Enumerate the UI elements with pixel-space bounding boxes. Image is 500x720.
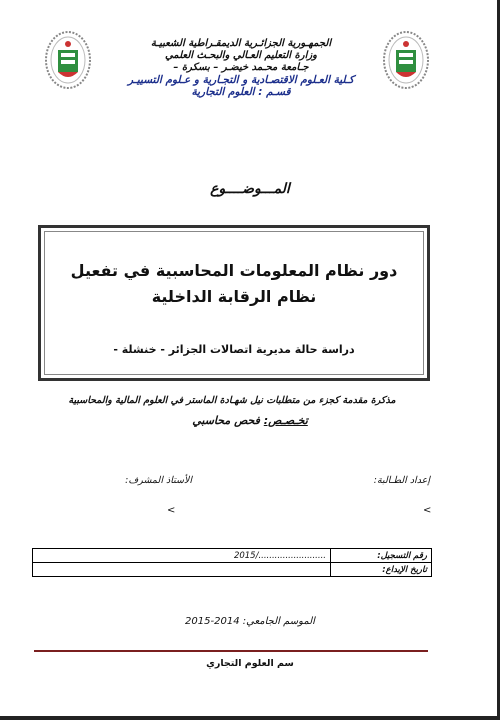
- faculty-name: كـلية العـلوم الاقتصـادية و التجـارية و عـلوم التسييـر: [127, 74, 354, 86]
- student-label: إعداد الطـالبة:: [373, 475, 430, 486]
- thesis-title-box: [38, 225, 430, 381]
- reg-number-label: رقم التسجيل:: [331, 549, 432, 563]
- registration-table: [32, 548, 432, 577]
- republic-name: الجمهـورية الجزائـرية الديمقـراطية الشعبيـة: [150, 38, 332, 49]
- memo-statement: مذكرة مقدمة كجزء من متطلبات نيل شهـادة الماستر في العلوم المالية والمحاسبية: [68, 395, 396, 406]
- specialization-value: فحص محاسبي: [192, 414, 260, 427]
- university-logo-right: [382, 30, 430, 90]
- academic-year: الموسم الجامعي: 2014-2015: [185, 616, 315, 627]
- footer-divider: [34, 650, 428, 652]
- table-row: [33, 549, 432, 563]
- thesis-title: دور نظام المعلومات المحاسبية في تفعيل نظام الرقابة الداخلية: [70, 261, 398, 306]
- deposit-date-label: تاريخ الإيداع:: [331, 563, 432, 577]
- supervisor-mark: <: [167, 505, 176, 516]
- institution-header: [110, 38, 372, 98]
- specialization: [120, 414, 380, 427]
- case-study: دراسة حالة مديرية اتصالات الجزائر - خنشلة -: [113, 343, 355, 356]
- ministry-name: وزارة التعليم العـالي والبحـث العلمي: [164, 50, 318, 61]
- table-row: [33, 563, 432, 577]
- reg-number-value: ........................./2015: [33, 549, 331, 563]
- footer-text: سم العلوم التجاري: [206, 658, 294, 669]
- university-name: جـامعة محـمد خيضـر – بسكرة –: [173, 62, 309, 73]
- deposit-date-value: [33, 563, 331, 577]
- subject-label: المـــوضــــوع: [210, 181, 290, 197]
- supervisor-label: الأستاذ المشرف:: [125, 475, 192, 486]
- specialization-label: تخـصـص:: [263, 414, 308, 427]
- university-logo-left: [44, 30, 92, 90]
- student-mark: <: [423, 505, 432, 516]
- page-frame-bottom: [0, 716, 500, 720]
- department-name: قسـم : العلوم التجارية: [191, 86, 291, 98]
